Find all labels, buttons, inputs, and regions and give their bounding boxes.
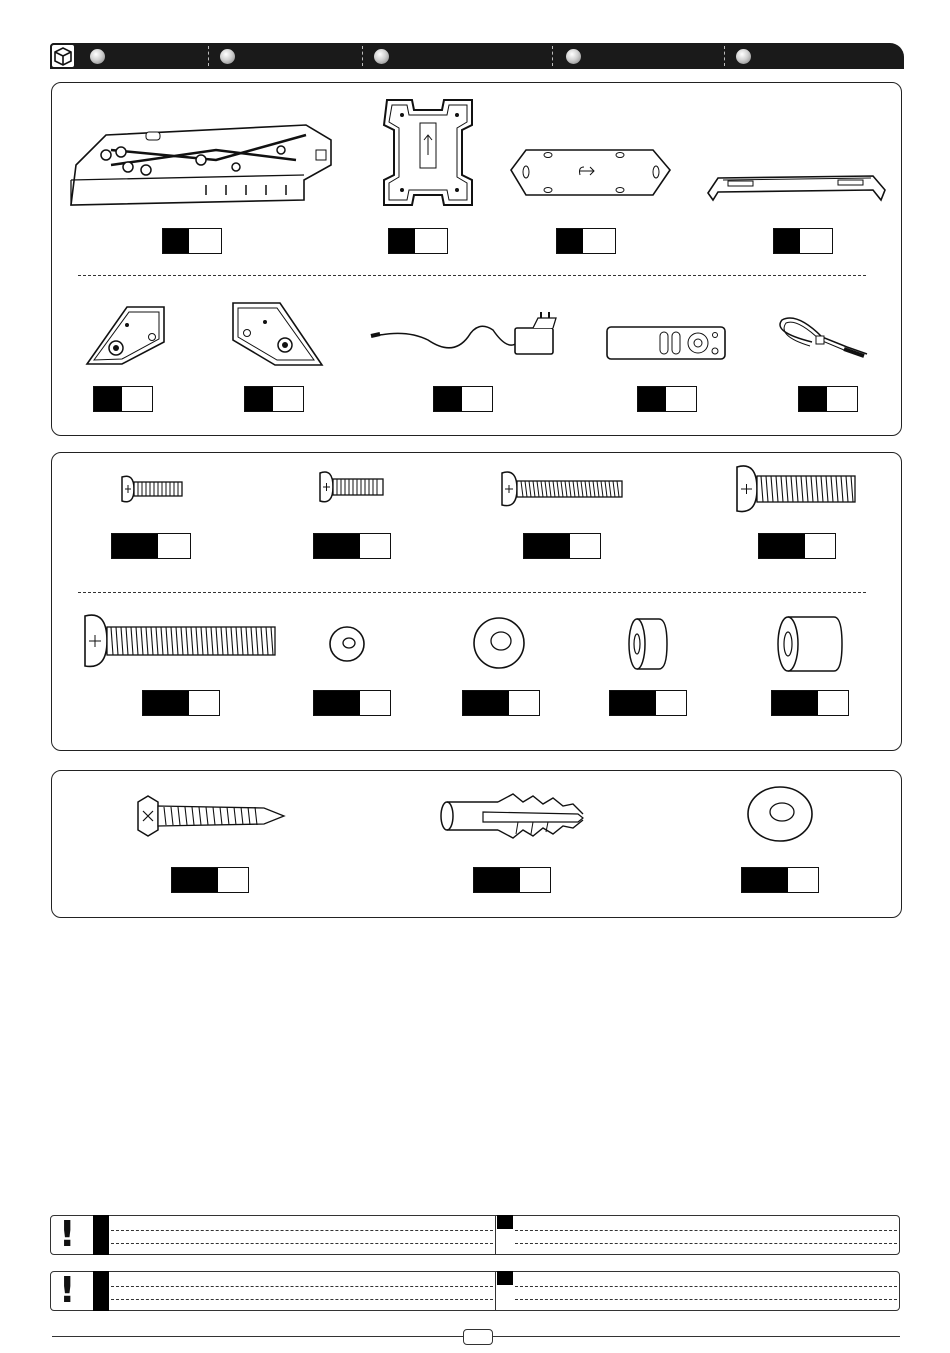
warning-text-line	[111, 1299, 493, 1300]
part-code	[799, 387, 827, 411]
warning-text-line	[515, 1230, 897, 1231]
page-number	[463, 1329, 493, 1345]
step-bullet-5	[736, 49, 751, 64]
angle-plate-left-icon	[82, 302, 167, 370]
part-label	[473, 867, 551, 893]
part-label	[523, 533, 601, 559]
warning-text-line	[111, 1243, 493, 1244]
small-washer-icon	[327, 624, 367, 664]
part-quantity	[520, 868, 550, 892]
remote-control-icon	[605, 325, 727, 361]
part-quantity	[122, 387, 152, 411]
long-screw-icon	[500, 469, 625, 509]
extra-long-screw-icon	[83, 612, 278, 670]
row-divider	[78, 592, 866, 593]
part-code	[434, 387, 462, 411]
part-code	[524, 534, 570, 558]
step-bullet-3	[374, 49, 389, 64]
part-quantity	[800, 229, 832, 253]
warning-text-line	[111, 1286, 493, 1287]
short-screw-icon	[318, 469, 386, 505]
part-code	[610, 691, 656, 715]
part-code	[314, 534, 360, 558]
part-label	[773, 228, 833, 254]
part-label	[609, 690, 687, 716]
warning-language-tab	[497, 1215, 513, 1229]
part-code	[112, 534, 158, 558]
part-quantity	[462, 387, 492, 411]
part-quantity	[158, 534, 190, 558]
part-quantity	[666, 387, 696, 411]
part-code	[143, 691, 189, 715]
part-code	[557, 229, 583, 253]
part-label	[93, 386, 153, 412]
exclamation-icon: !	[59, 1270, 76, 1311]
warning-text-line	[515, 1243, 897, 1244]
wall-anchor-icon	[438, 792, 588, 840]
angle-plate-right-icon	[230, 300, 325, 370]
step-divider	[208, 46, 209, 66]
part-code	[94, 387, 122, 411]
part-code	[638, 387, 666, 411]
short-screw-icon	[120, 473, 185, 505]
part-label	[313, 533, 391, 559]
power-adapter-icon	[368, 312, 560, 357]
part-quantity	[788, 868, 818, 892]
part-code	[163, 229, 189, 253]
part-code	[245, 387, 273, 411]
short-spacer-icon	[627, 616, 669, 672]
wall-bracket-arm-assembly-icon	[66, 105, 346, 210]
warning-text-line	[515, 1286, 897, 1287]
part-quantity	[218, 868, 248, 892]
large-washer-icon	[471, 615, 529, 671]
part-label	[637, 386, 697, 412]
cover-bracket-icon	[703, 168, 888, 203]
part-label	[741, 867, 819, 893]
part-quantity	[827, 387, 857, 411]
part-label	[142, 690, 220, 716]
step-divider	[552, 46, 553, 66]
part-quantity	[360, 534, 390, 558]
step-bullet-1	[90, 49, 105, 64]
part-quantity	[273, 387, 303, 411]
part-label	[244, 386, 304, 412]
cable-tie-sensor-icon	[772, 312, 872, 360]
step-divider	[724, 46, 725, 66]
part-quantity	[189, 229, 221, 253]
warning-language-tab	[93, 1215, 109, 1255]
step-bullet-4	[566, 49, 581, 64]
part-quantity	[570, 534, 600, 558]
lag-bolt-icon	[134, 794, 286, 838]
step-bullet-2	[220, 49, 235, 64]
warning-language-tab	[93, 1271, 109, 1311]
wall-plate-icon	[508, 145, 673, 200]
part-quantity	[509, 691, 539, 715]
part-label	[433, 386, 493, 412]
warning-text-line	[111, 1230, 493, 1231]
warning-divider	[495, 1272, 496, 1310]
tv-plate-vesa-icon	[372, 95, 482, 210]
part-code	[742, 868, 788, 892]
open-box-icon	[50, 43, 76, 69]
step-divider	[362, 46, 363, 66]
part-quantity	[805, 534, 835, 558]
warning-row	[50, 1215, 900, 1255]
part-quantity	[583, 229, 615, 253]
part-label	[771, 690, 849, 716]
flat-washer-icon	[746, 784, 814, 844]
part-code	[314, 691, 360, 715]
part-label	[171, 867, 249, 893]
part-code	[172, 868, 218, 892]
part-label	[798, 386, 858, 412]
part-code	[474, 868, 520, 892]
part-label	[388, 228, 448, 254]
warning-text-line	[515, 1299, 897, 1300]
part-quantity	[360, 691, 390, 715]
section-header-bar	[50, 43, 904, 69]
part-code	[389, 229, 415, 253]
part-label	[758, 533, 836, 559]
part-quantity	[818, 691, 848, 715]
warning-row	[50, 1271, 900, 1311]
wide-screw-icon	[735, 463, 859, 515]
part-quantity	[415, 229, 447, 253]
row-divider	[78, 275, 866, 276]
part-label	[556, 228, 616, 254]
long-spacer-icon	[776, 614, 844, 674]
part-label	[162, 228, 222, 254]
warning-divider	[495, 1216, 496, 1254]
part-code	[463, 691, 509, 715]
part-code	[772, 691, 818, 715]
part-label	[313, 690, 391, 716]
part-quantity	[656, 691, 686, 715]
warning-language-tab	[497, 1271, 513, 1285]
part-code	[759, 534, 805, 558]
part-label	[462, 690, 540, 716]
part-quantity	[189, 691, 219, 715]
part-label	[111, 533, 191, 559]
part-code	[774, 229, 800, 253]
exclamation-icon: !	[59, 1214, 76, 1255]
